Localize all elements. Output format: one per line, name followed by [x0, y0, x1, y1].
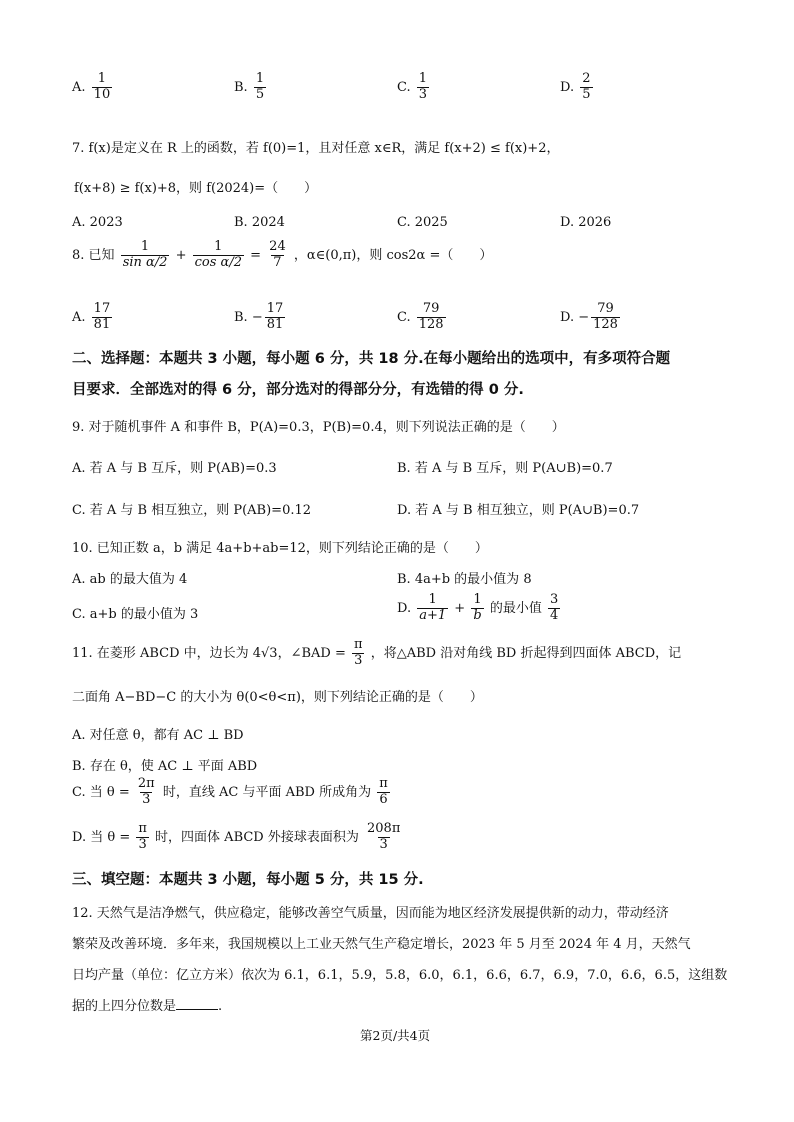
- section-3-heading: 三、填空题：本题共 3 小题，每小题 5 分，共 15 分.: [72, 872, 424, 888]
- denominator: cos α/2: [194, 254, 242, 270]
- q9-option-d: D. 若 A 与 B 相互独立，则 P(A∪B)=0.7: [397, 503, 640, 518]
- fraction: [352, 638, 365, 669]
- numerator: π: [379, 776, 388, 791]
- fraction: [121, 240, 170, 271]
- option-text: D. 当 θ =: [72, 829, 131, 845]
- q10-option-b: B. 4a+b 的最小值为 8: [397, 572, 532, 587]
- numerator: 1: [255, 71, 265, 86]
- denominator: 6: [379, 791, 388, 807]
- option-letter: B.: [234, 79, 248, 95]
- q7-option-a: A. 2023: [72, 215, 123, 230]
- q11-option-c: [72, 777, 392, 808]
- q7-stem-line2: [74, 177, 317, 196]
- q12-line3: 日均产量（单位：亿立方米）依次为 6.1，6.1，5.9，5.8，6.0，6.1，6.6，6.7，6.9，7.0，6.6，6.5，这组数: [72, 968, 728, 983]
- plus-sign: +: [175, 247, 187, 263]
- denominator: 3: [418, 86, 428, 102]
- option-letter: A.: [72, 79, 86, 95]
- denominator: 81: [266, 316, 284, 332]
- denominator: 4: [549, 607, 559, 623]
- denominator: 3: [142, 791, 151, 807]
- q12-line2: 繁荣及改善环境．多年来，我国规模以上工业天然气生产稳定增长，2023 年 5 月至 2024 年 4 月，天然气: [72, 937, 691, 952]
- numerator: 17: [266, 301, 284, 316]
- page-number-footer: 第2页/共4页: [360, 1028, 431, 1043]
- option-letter: B.: [234, 309, 248, 325]
- option-letter: A.: [72, 309, 86, 325]
- q11-stem-line1: [72, 638, 681, 669]
- option-letter: D.: [560, 309, 575, 325]
- fraction: [92, 302, 113, 333]
- fraction: [580, 72, 592, 103]
- question-text: f(x)是定义在 R 上的函数，若 f(0)=1，且对任意 x∈R，满足 f(x+2) ≤ f(x)+2，: [88, 141, 560, 156]
- q6-option-b: [234, 72, 268, 103]
- numerator: 24: [269, 239, 286, 254]
- question-text: ，α∈(0,π)，则 cos2α =（ ）: [293, 247, 493, 263]
- fraction: [471, 593, 483, 624]
- option-letter: D.: [397, 600, 412, 616]
- sign: −: [578, 309, 590, 325]
- fraction: [193, 240, 244, 271]
- question-text: 11. 在菱形 ABCD 中，边长为 4√3，∠BAD =: [72, 645, 346, 661]
- q11-stem-line2: 二面角 A−BD−C 的大小为 θ(0<θ<π)，则下列结论正确的是（ ）: [72, 690, 483, 705]
- numerator: 1: [473, 592, 482, 607]
- fraction: [417, 593, 448, 624]
- fraction: [265, 302, 286, 333]
- numerator: 2π: [137, 776, 155, 791]
- q10-option-d: [397, 593, 562, 624]
- option-letter: D.: [560, 79, 575, 95]
- numerator: 1: [140, 239, 150, 254]
- q8-option-b: [234, 302, 287, 333]
- q11-option-d: [72, 822, 404, 853]
- option-text: 的最小值: [489, 600, 542, 616]
- option-text: C. 当 θ =: [72, 784, 130, 800]
- option-text: 时，直线 AC 与平面 ABD 所成角为: [162, 784, 372, 800]
- q6-option-d: [560, 72, 595, 103]
- denominator: 5: [255, 86, 265, 102]
- q10-option-a: A. ab 的最大值为 4: [72, 572, 188, 587]
- numerator: π: [354, 637, 363, 652]
- q6-option-c: [397, 72, 431, 103]
- numerator: 1: [428, 592, 437, 607]
- q9-option-b: B. 若 A 与 B 互斥，则 P(A∪B)=0.7: [397, 461, 613, 476]
- q7-option-b: B. 2024: [234, 215, 285, 230]
- numerator: π: [138, 821, 147, 836]
- denominator: 3: [379, 836, 388, 852]
- q8-option-d: [560, 302, 622, 333]
- denominator: b: [473, 607, 482, 623]
- fraction: [417, 72, 429, 103]
- q12-line1: 12. 天然气是洁净燃气，供应稳定，能够改善空气质量，因而能为地区经济发展提供新的动力，带动经济: [72, 906, 669, 921]
- fraction: [254, 72, 266, 103]
- numerator: 79: [597, 301, 614, 316]
- numerator: 1: [418, 71, 428, 86]
- fraction: [136, 822, 149, 853]
- numerator: 3: [549, 592, 559, 607]
- fraction: [377, 777, 390, 808]
- denominator: 3: [354, 652, 363, 668]
- answer-blank[interactable]: [176, 997, 218, 1010]
- question-text: ，将△ABD 沿对角线 BD 折起得到四面体 ABCD，记: [370, 645, 682, 661]
- denominator: 128: [593, 316, 618, 332]
- q11-option-b: B. 存在 θ，使 AC ⊥ 平面 ABD: [72, 759, 258, 774]
- option-text: 时，四面体 ABCD 外接球表面积为: [155, 829, 359, 845]
- fraction: [548, 593, 560, 624]
- fraction: [365, 822, 402, 853]
- q10-option-c: C. a+b 的最小值为 3: [72, 607, 199, 622]
- q8-stem: [72, 240, 492, 271]
- denominator: 81: [93, 316, 111, 332]
- fraction: [591, 302, 620, 333]
- sign: −: [251, 309, 263, 325]
- equals-sign: =: [250, 247, 262, 263]
- denominator: 128: [418, 316, 444, 332]
- denominator: 3: [138, 836, 147, 852]
- fraction: [136, 777, 157, 808]
- numerator: 2: [582, 71, 591, 86]
- denominator: 7: [273, 254, 282, 270]
- q7-option-c: C. 2025: [397, 215, 448, 230]
- denominator: a+1: [419, 607, 447, 623]
- q9-option-c: C. 若 A 与 B 相互独立，则 P(AB)=0.12: [72, 503, 312, 518]
- q12-line4: [72, 995, 222, 1014]
- q7-stem-line1: [72, 137, 559, 156]
- option-letter: C.: [397, 79, 411, 95]
- fraction: [92, 72, 113, 103]
- q9-option-a: A. 若 A 与 B 互斥，则 P(AB)=0.3: [72, 461, 277, 476]
- question-number: 7.: [72, 141, 85, 156]
- question-text: f(x+8) ≥ f(x)+8，则 f(2024)=（ ）: [74, 181, 318, 196]
- q9-stem: 9. 对于随机事件 A 和事件 B，P(A)=0.3，P(B)=0.4，则下列说法正确的是（ ）: [72, 420, 565, 435]
- question-text: 据的上四分位数是: [72, 999, 177, 1014]
- numerator: 79: [422, 301, 440, 316]
- q8-option-c: [397, 302, 448, 333]
- numerator: 17: [93, 301, 111, 316]
- plus-sign: +: [454, 600, 466, 616]
- q7-option-d: D. 2026: [560, 215, 612, 230]
- q11-option-a: A. 对任意 θ，都有 AC ⊥ BD: [72, 728, 244, 743]
- question-number: 8. 已知: [72, 247, 115, 263]
- numerator: 208π: [367, 821, 401, 836]
- numerator: 1: [97, 71, 107, 86]
- section-2-heading-line2: 目要求．全部选对的得 6 分，部分选对的得部分分，有选错的得 0 分.: [72, 382, 524, 398]
- fraction: [417, 302, 446, 333]
- numerator: 1: [214, 239, 223, 254]
- q8-option-a: [72, 302, 114, 333]
- section-2-heading-line1: 二、选择题：本题共 3 小题，每小题 6 分，共 18 分.在每小题给出的选项中，有多项符合题: [72, 351, 671, 367]
- period: .: [218, 999, 223, 1014]
- option-letter: C.: [397, 309, 411, 325]
- denominator: 5: [582, 86, 591, 102]
- denominator: 10: [93, 86, 111, 102]
- q10-stem: 10. 已知正数 a，b 满足 4a+b+ab=12，则下列结论正确的是（ ）: [72, 541, 488, 556]
- q6-option-a: [72, 72, 114, 103]
- denominator: sin α/2: [122, 254, 168, 270]
- fraction: [267, 240, 288, 271]
